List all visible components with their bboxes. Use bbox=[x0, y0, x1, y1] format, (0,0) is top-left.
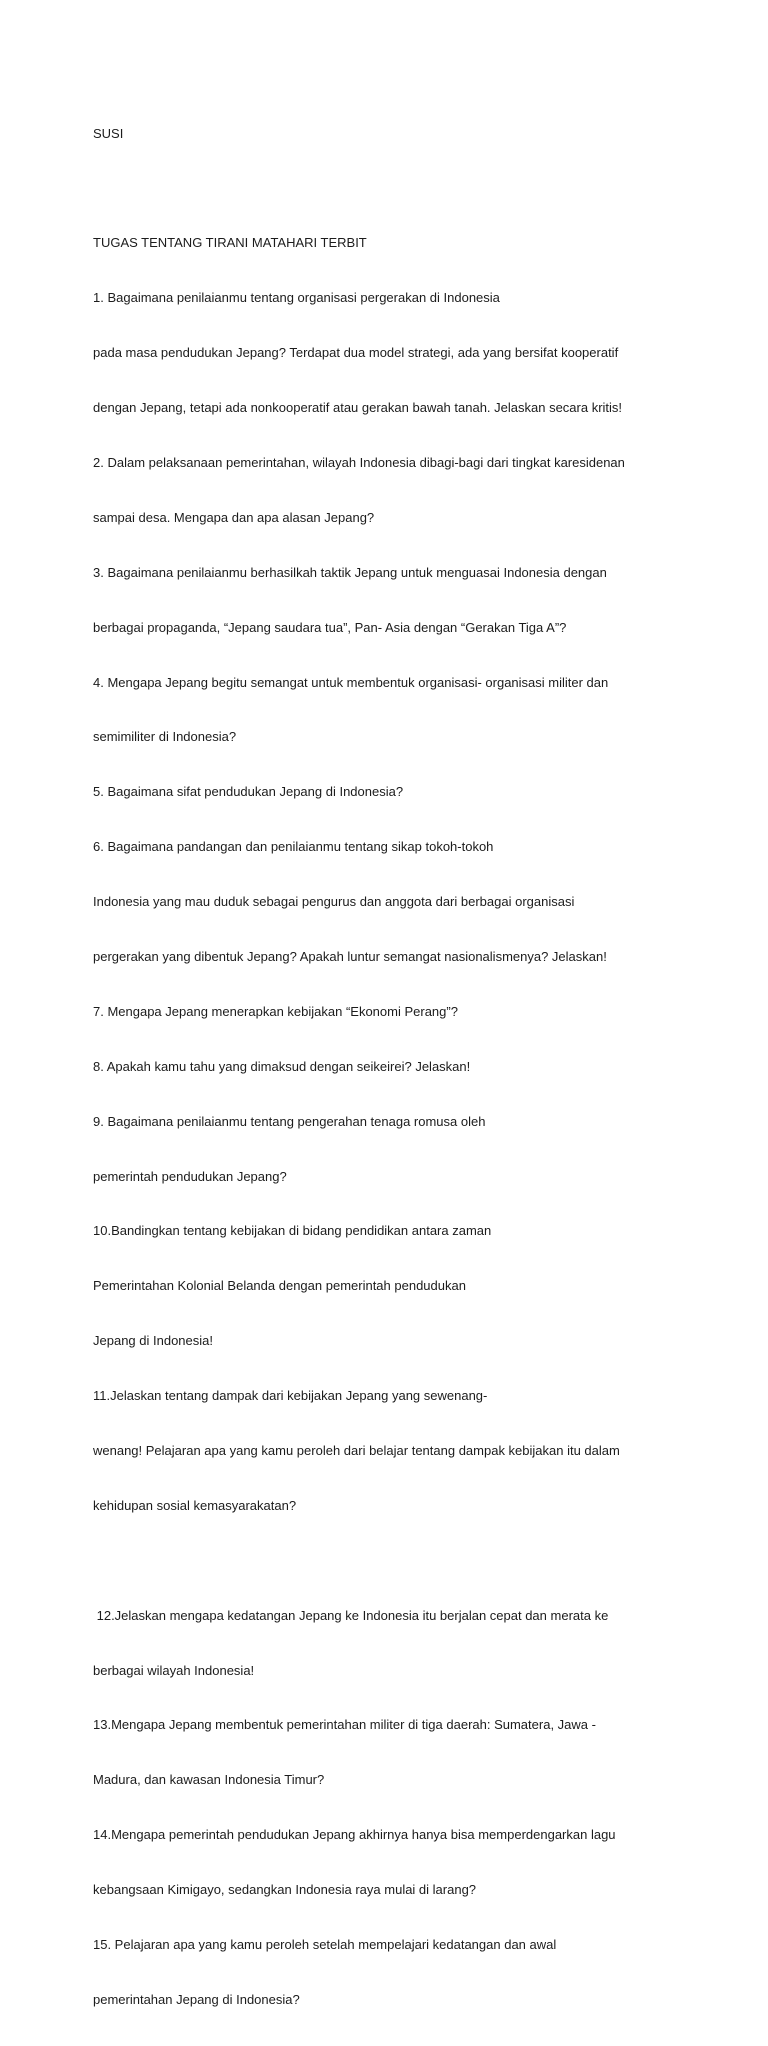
text-line: 5. Bagaimana sifat pendudukan Jepang di Indonesia? bbox=[93, 784, 404, 800]
text-line: 13.Mengapa Jepang membentuk pemerintahan militer di tiga daerah: Sumatera, Jawa - bbox=[93, 1717, 596, 1733]
text-line: semimiliter di Indonesia? bbox=[93, 729, 237, 745]
text-line: Jepang di Indonesia! bbox=[93, 1333, 213, 1349]
text-line: sampai desa. Mengapa dan apa alasan Jepang? bbox=[93, 509, 375, 525]
text-line: pemerintah pendudukan Jepang? bbox=[93, 1168, 287, 1184]
text-line: 14.Mengapa pemerintah pendudukan Jepang akhirnya hanya bisa memperdengarkan lagu bbox=[93, 1827, 616, 1843]
text-line: pergerakan yang dibentuk Jepang? Apakah luntur semangat nasionalismenya? Jelaskan! bbox=[93, 948, 607, 964]
blank-line bbox=[93, 179, 693, 197]
text-line: Indonesia yang mau duduk sebagai pengurus dan anggota dari berbagai organisasi bbox=[93, 894, 575, 910]
text-line: kehidupan sosial kemasyarakatan? bbox=[93, 1497, 297, 1513]
text-line: 15. Pelajaran apa yang kamu peroleh setelah mempelajari kedatangan dan awal bbox=[93, 1936, 557, 1952]
document-title: TUGAS TENTANG TIRANI MATAHARI TERBIT bbox=[93, 235, 367, 251]
author-name: SUSI bbox=[93, 125, 124, 141]
text-line: 8. Apakah kamu tahu yang dimaksud dengan seikeirei? Jelaskan! bbox=[93, 1058, 471, 1074]
text-line: Pemerintahan Kolonial Belanda dengan pemerintah pendudukan bbox=[93, 1278, 466, 1294]
text-line: dengan Jepang, tetapi ada nonkooperatif atau gerakan bawah tanah. Jelaskan secara kritis! bbox=[93, 400, 623, 416]
document-text bbox=[93, 88, 693, 2046]
text-line: berbagai propaganda, “Jepang saudara tua”, Pan- Asia dengan “Gerakan Tiga A”? bbox=[93, 619, 567, 635]
text-line: 10.Bandingkan tentang kebijakan di bidang pendidikan antara zaman bbox=[93, 1223, 492, 1239]
text-line: 2. Dalam pelaksanaan pemerintahan, wilayah Indonesia dibagi-bagi dari tingkat karesidenan bbox=[93, 454, 625, 470]
text-line: Madura, dan kawasan Indonesia Timur? bbox=[93, 1772, 325, 1788]
text-line: 3. Bagaimana penilaianmu berhasilkah taktik Jepang untuk menguasai Indonesia dengan bbox=[93, 564, 607, 580]
text-line: pada masa pendudukan Jepang? Terdapat dua model strategi, ada yang bersifat kooperatif bbox=[93, 345, 619, 361]
text-line: 4. Mengapa Jepang begitu semangat untuk membentuk organisasi- organisasi militer dan bbox=[93, 674, 609, 690]
text-line: pemerintahan Jepang di Indonesia? bbox=[93, 1991, 300, 2007]
text-line: 11.Jelaskan tentang dampak dari kebijakan Jepang yang sewenang- bbox=[93, 1388, 488, 1404]
text-line: 9. Bagaimana penilaianmu tentang pengerahan tenaga romusa oleh bbox=[93, 1113, 486, 1129]
text-line: wenang! Pelajaran apa yang kamu peroleh dari belajar tentang dampak kebijakan itu dalam bbox=[93, 1442, 620, 1458]
blank-line bbox=[93, 1552, 693, 1570]
text-line: 6. Bagaimana pandangan dan penilaianmu tentang sikap tokoh-tokoh bbox=[93, 839, 494, 855]
text-line: 12.Jelaskan mengapa kedatangan Jepang ke Indonesia itu berjalan cepat dan merata ke bbox=[93, 1607, 609, 1623]
text-line: 1. Bagaimana penilaianmu tentang organisasi pergerakan di Indonesia bbox=[93, 290, 500, 306]
text-line: 7. Mengapa Jepang menerapkan kebijakan “Ekonomi Perang”? bbox=[93, 1003, 458, 1019]
text-line: kebangsaan Kimigayo, sedangkan Indonesia raya mulai di larang? bbox=[93, 1882, 477, 1898]
text-line: berbagai wilayah Indonesia! bbox=[93, 1662, 255, 1678]
